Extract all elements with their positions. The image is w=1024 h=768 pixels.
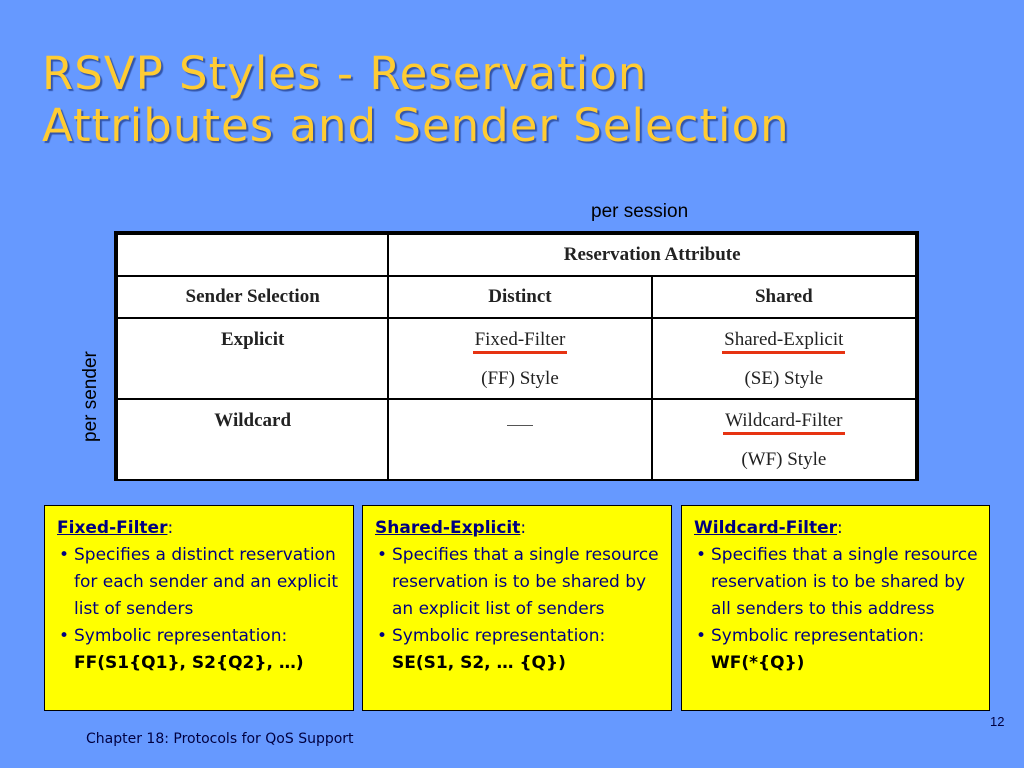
shared-explicit-card: Shared-Explicit: • Specifies that a single resource reservation is to be shared by an explicit list of senders • Symbolic representation: SE(S1, S2, … {Q}) [362, 505, 672, 711]
wildcard-filter-style: (WF) Style [741, 449, 827, 470]
card-bullet: • Specifies that a single resource reservation is to be shared by an explicit list of senders [375, 542, 661, 623]
wildcard-filter-card: Wildcard-Filter: • Specifies that a single resource reservation is to be shared by all senders to this address • Symbolic representation: WF(*{Q}) [681, 505, 990, 711]
page-number: 12 [990, 714, 1005, 729]
card-bullet: • Symbolic representation: FF(S1{Q1}, S2{Q2}, …) [57, 623, 343, 677]
wildcard-distinct-cell [388, 399, 651, 480]
card-symbol: WF(*{Q}) [711, 653, 805, 673]
fixed-filter-cell [388, 318, 651, 399]
fixed-filter-style: (FF) Style [481, 368, 559, 389]
shared-column-header: Shared [652, 276, 916, 318]
fixed-filter-card: Fixed-Filter: • Specifies a distinct reservation for each sender and an explicit list of senders • Symbolic representation: FF(S1{Q1}, S2{Q2}, …) [44, 505, 354, 711]
card-title: Shared-Explicit [375, 518, 521, 538]
table-corner-cell [117, 234, 388, 276]
reservation-styles-table [114, 231, 919, 481]
distinct-column-header: Distinct [388, 276, 651, 318]
wildcard-filter-cell [652, 399, 916, 480]
slide-title-line-1: RSVP Styles - Reservation [42, 47, 648, 100]
card-title: Wildcard-Filter [694, 518, 838, 538]
reservation-attribute-header: Reservation Attribute [388, 234, 916, 276]
card-bullet: • Symbolic representation: SE(S1, S2, … {Q}) [375, 623, 661, 677]
card-title: Fixed-Filter [57, 518, 168, 538]
per-sender-label: per sender [80, 351, 101, 442]
card-symbol: FF(S1{Q1}, S2{Q2}, …) [74, 653, 304, 673]
fixed-filter-name: Fixed-Filter [473, 329, 568, 354]
wildcard-row-label: Wildcard [117, 399, 388, 480]
table-row [117, 399, 916, 480]
explicit-row-label: Explicit [117, 318, 388, 399]
shared-explicit-style: (SE) Style [744, 368, 824, 389]
slide-title-line-2: Attributes and Sender Selection [42, 99, 790, 152]
card-symbol: SE(S1, S2, … {Q}) [392, 653, 566, 673]
wildcard-filter-name: Wildcard-Filter [723, 410, 844, 435]
table-row [117, 318, 916, 399]
shared-explicit-cell [652, 318, 916, 399]
slide-title [42, 48, 1012, 152]
card-bullet: • Symbolic representation: WF(*{Q}) [694, 623, 979, 677]
per-session-label: per session [591, 201, 689, 222]
footer-chapter: Chapter 18: Protocols for QoS Support [86, 731, 354, 747]
card-bullet: • Specifies a distinct reservation for each sender and an explicit list of senders [57, 542, 343, 623]
not-applicable-dash [507, 425, 533, 426]
shared-explicit-name: Shared-Explicit [722, 329, 845, 354]
card-bullet: • Specifies that a single resource reservation is to be shared by all senders to this address [694, 542, 979, 623]
sender-selection-header: Sender Selection [117, 276, 388, 318]
